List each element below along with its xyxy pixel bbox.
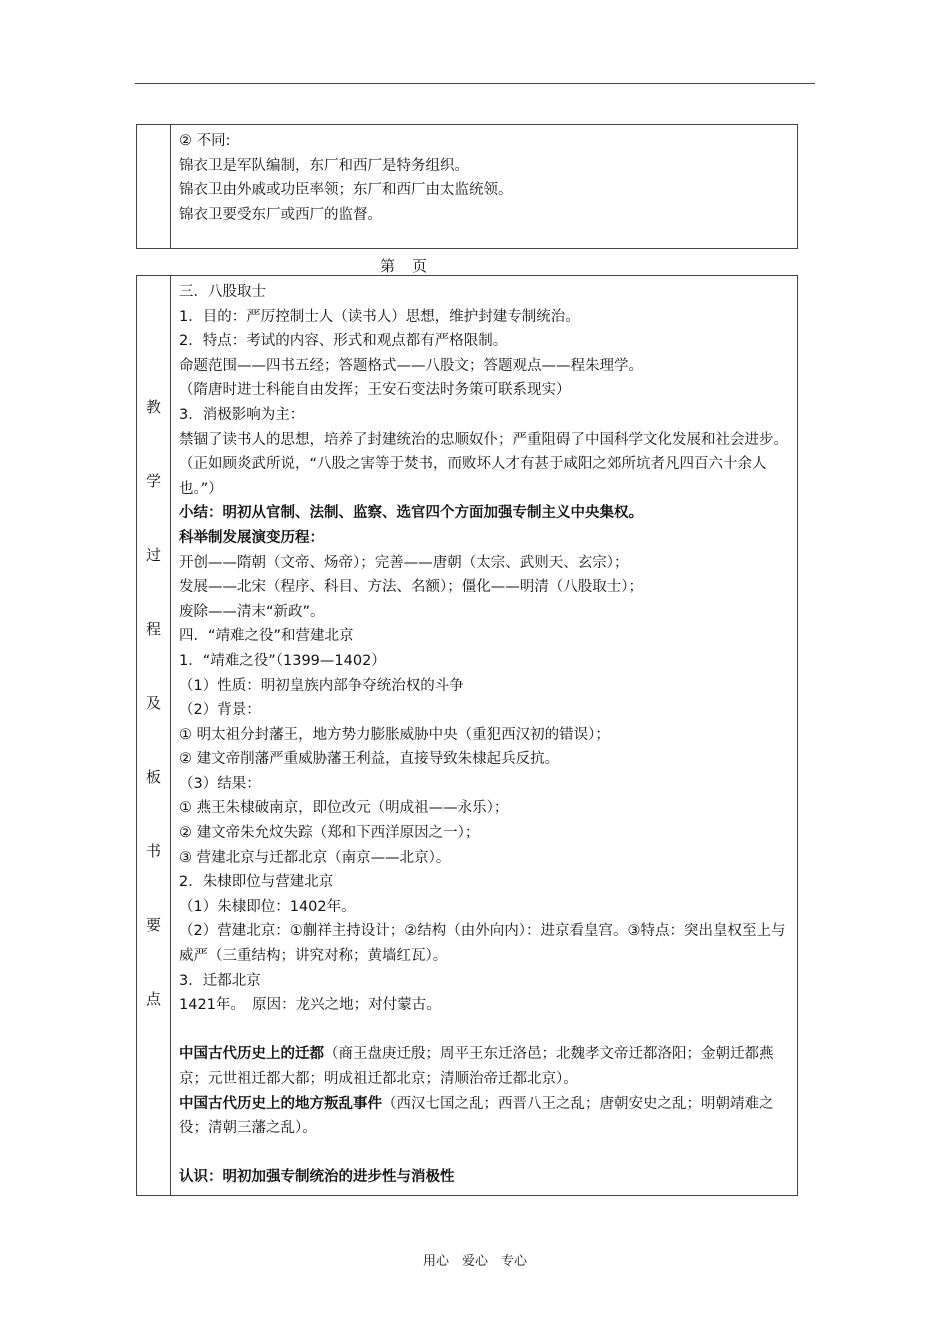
text-paragraph: （2）营建北京：①蒯祥主持设计；②结构（由外向内）：进京看皇宫。③特点：突出皇权至上与威严（三重结构；讲究对称；黄墙红瓦）。 bbox=[179, 923, 786, 965]
text-line: （1）性质：明初皇族内部争夺统治权的斗争 bbox=[179, 677, 464, 694]
side-label-char: 过 bbox=[145, 546, 161, 564]
text-line: 开创——隋朝（文帝、炀帝）；完善——唐朝（太宗、武则天、玄宗）； bbox=[179, 554, 629, 571]
text-paragraph: 禁锢了读书人的思想，培养了封建统治的忠顺奴仆；严重阻碍了中国科学文化发展和社会进步。（正如顾炎武所说，“八股之害等于焚书，而败坏人才有甚于咸阳之郊所坑者凡四百六十余人也。”） bbox=[179, 431, 788, 497]
side-label-char: 点 bbox=[145, 990, 161, 1008]
side-label-char: 及 bbox=[145, 694, 161, 712]
paragraph-body: （西汉七国之乱；西晋八王之乱；唐朝安史之乱；明朝靖难之役；清朝三藩之乱）。 bbox=[179, 1095, 774, 1137]
paragraph-lead: 中国古代历史上的迁都 bbox=[179, 1046, 324, 1063]
section-heading: 三．八股取士 bbox=[179, 284, 266, 300]
section-heading: 四．“靖难之役”和营建北京 bbox=[179, 628, 354, 645]
text-line: 发展——北宋（程序、科目、方法、名额）；僵化——明清（八股取士）； bbox=[179, 579, 643, 596]
text-line: ② 建文帝削藩严重威胁藩王利益，直接导致朱棣起兵反抗。 bbox=[179, 751, 560, 768]
top-table-content bbox=[171, 125, 797, 227]
text-paragraph bbox=[179, 1092, 791, 1141]
page-number-label: 第 页 bbox=[380, 257, 429, 275]
conclusion-line: 认识：明初加强专制统治的进步性与消极性 bbox=[179, 1169, 455, 1186]
paragraph-lead: 中国古代历史上的地方叛乱事件 bbox=[179, 1095, 382, 1112]
spacer bbox=[179, 1141, 791, 1166]
text-line: 2．朱棣即位与营建北京 bbox=[179, 874, 334, 891]
side-label-cell bbox=[137, 276, 171, 1196]
text-line: 2．特点：考试的内容、形式和观点都有严格限制。 bbox=[179, 333, 508, 350]
top-table-content-cell bbox=[171, 125, 798, 249]
text-line: （2）背景： bbox=[179, 702, 261, 719]
main-content bbox=[171, 276, 797, 1190]
text-line: ② 建文帝朱允炆失踪（郑和下西洋原因之一）； bbox=[179, 825, 480, 842]
text-line: ① 明太祖分封藩王，地方势力膨胀威胁中央（重犯西汉初的错误）； bbox=[179, 726, 610, 743]
text-line: 1．“靖难之役”（1399—1402） bbox=[179, 652, 386, 669]
side-label bbox=[137, 276, 170, 1195]
summary-line: 小结：明初从官制、法制、监察、选官四个方面加强专制主义中央集权。 bbox=[179, 505, 643, 522]
text-line: 废除——清末“新政”。 bbox=[179, 603, 325, 620]
top-table-side-cell bbox=[137, 125, 171, 249]
side-label-char: 要 bbox=[145, 916, 161, 934]
side-label-char: 书 bbox=[145, 842, 161, 860]
text-line: 3．迁都北京 bbox=[179, 972, 261, 989]
text-line: ③ 营建北京与迁都北京（南京——北京）。 bbox=[179, 849, 451, 866]
paragraph-body: （商王盘庚迁殷；周平王东迁洛邑；北魏孝文帝迁都洛阳；金朝迁都燕京；元世祖迁都大都；明成祖迁都北京；清顺治帝迁都北京）。 bbox=[179, 1046, 774, 1087]
text-line: 锦衣卫由外戚或功臣率领；东厂和西厂由太监统领。 bbox=[179, 182, 513, 199]
text-line: ① 燕王朱棣破南京，即位改元（明成祖——永乐）； bbox=[179, 800, 509, 817]
page-footer: 用心 爱心 专心 bbox=[422, 1254, 527, 1269]
text-line: ② 不同: bbox=[179, 133, 231, 149]
subheading: 科举制发展演变历程： bbox=[179, 529, 324, 546]
side-label-char: 教 bbox=[145, 398, 161, 416]
text-line: 1421年。 原因：龙兴之地；对付蒙古。 bbox=[179, 997, 441, 1014]
text-line: （1）朱棣即位：1402年。 bbox=[179, 898, 356, 915]
header-rule bbox=[135, 83, 815, 84]
text-paragraph bbox=[179, 1042, 791, 1091]
main-table bbox=[136, 275, 798, 1196]
spacer bbox=[179, 1018, 791, 1043]
side-label-char: 板 bbox=[145, 768, 161, 786]
text-line: 1．目的：严厉控制士人（读书人）思想，维护封建专制统治。 bbox=[179, 308, 580, 325]
text-line: 锦衣卫是军队编制，东厂和西厂是特务组织。 bbox=[179, 157, 469, 174]
text-line: 锦衣卫要受东厂或西厂的监督。 bbox=[179, 206, 382, 223]
text-line: （3）结果： bbox=[179, 775, 261, 792]
side-label-char: 程 bbox=[145, 620, 161, 638]
top-table bbox=[136, 124, 798, 249]
side-label-char: 学 bbox=[145, 472, 161, 490]
text-line: 3．消极影响为主： bbox=[179, 406, 305, 423]
text-line: 命题范围——四书五经；答题格式——八股文；答题观点——程朱理学。 bbox=[179, 357, 643, 374]
text-line: （隋唐时进士科能自由发挥；王安石变法时务策可联系现实） bbox=[179, 382, 571, 399]
main-content-cell bbox=[171, 276, 798, 1196]
